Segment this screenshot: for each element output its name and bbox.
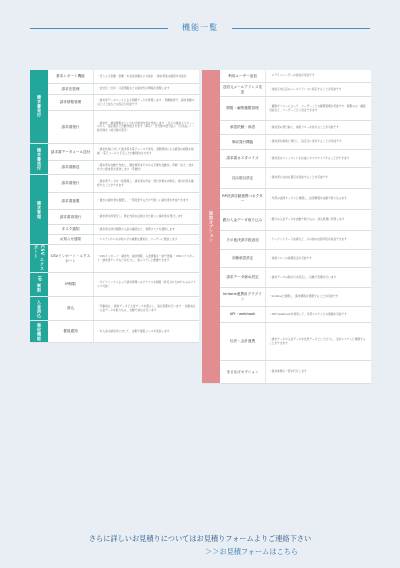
category-label <box>30 175 48 245</box>
feature-description: ・請求書のフォーマットを自由にカスタマイズすることができます <box>269 155 350 160</box>
feature-description: ・APIやwebhookを利用して、外部システムとの連携が可能です <box>269 311 347 316</box>
category-label <box>30 245 48 273</box>
category-text: CSV エクスポート <box>34 245 45 271</box>
feature-description: ・承認フローの詳細設定が可能です <box>269 255 312 260</box>
feature-description: ・請求先、請求情報などに合わせ請求内容を作成します ・以下の請求スケジュールから、指定期日に自動作成されます（毎月）・当月締め翌月払い（当月払い）・前月締め（前月締め翌月） <box>97 120 195 132</box>
table-row <box>48 161 199 175</box>
feature-name: 仕訳・会計連携 <box>220 323 266 360</box>
feature-name: タスク通知 <box>48 225 94 234</box>
table-row <box>220 268 371 288</box>
feature-name: 承認依頼・承認 <box>220 121 266 134</box>
feature-description: ・請求書を自動で作成し、郵送費用までかかる手間を自動化。印刷・封入・封をせずに請求書を発送します（手数料） <box>97 162 194 171</box>
table-row <box>220 150 371 168</box>
table-row <box>48 245 199 273</box>
feature-name: 各種承認設定 <box>220 250 266 267</box>
feature-description: ・権限ポリシーによって、ユーザーごとの権限管理が可能です・閲覧のみ・編集可能など、ユーザーごとに設定できます <box>269 103 366 112</box>
table-row <box>220 135 371 150</box>
category-label <box>30 297 48 321</box>
feature-name: 請求書複製 <box>48 193 94 209</box>
feature-description: ・銀行の入金データを自動で取り込み、消込処理に利用します <box>269 217 345 222</box>
category-label <box>30 144 48 175</box>
table-row <box>220 97 371 121</box>
feature-name: 基本レポート機能 <box>48 70 94 83</box>
feature-description: ・請求書に自由な項目を追加することが可能です <box>269 175 329 180</box>
table-row <box>48 84 199 95</box>
table-row <box>48 175 199 193</box>
feature-name: 請求書郵送 <box>48 161 94 174</box>
option-feature-panel <box>202 70 371 384</box>
feature-description: ・CSVインポート・請求先、請求情報、入金情報を一括で登録 ・CSVエクスポート・請求書データなどを出力し、他システムと連携できます <box>97 253 195 262</box>
table-row <box>220 83 371 97</box>
feature-description: ・請求書を再発行し、修正内容を反映させた新しい請求書を発行します <box>97 214 183 219</box>
category-text: 請求管理 <box>37 200 42 219</box>
feature-name: 自由項目設定 <box>220 168 266 188</box>
feature-name: その他決済手段追加 <box>220 231 266 249</box>
table-row <box>48 70 199 84</box>
header-rule-left <box>30 28 168 29</box>
feature-name: まるなげオプション <box>220 361 266 383</box>
feature-description: ・送信元を任意のメールアドレスに設定することが可能です <box>269 86 342 91</box>
feature-description: ・請求書の発行前に、承認フローを設けることが可能です <box>269 124 339 129</box>
feature-description: ・システムからのお知らせや重要な通知を、ユーザーに配信します <box>97 236 178 241</box>
category-text: 催促機能 <box>37 322 42 341</box>
feature-description: ・ダイナミックによって請求管理へのアクセスを制限（許可されたIPからのみアクセス可能） <box>97 279 196 288</box>
section-header <box>0 22 400 34</box>
feature-name: 請求書発行 <box>48 111 94 143</box>
feature-description: ・請求データや入金データを仕訳データとして出力し、会計システムと連携することができます <box>269 336 366 345</box>
table-row <box>220 168 371 189</box>
footer-note: さらに詳しいお見積りについてはお見積りフォームよりご連絡下さい <box>88 534 312 543</box>
feature-description: ・過去の請求書を複製し、一部変更するだけで新しい請求書を作成できます <box>97 198 189 203</box>
feature-description: ・kintoneと連携し、請求情報を管理することが可能です <box>269 294 339 299</box>
feature-description: ・請求先毎に対して請求書を電子メールで送付。書類発送による郵送の時間を削減 ・電子メールに予定した自動送信されます <box>97 147 194 155</box>
table-row <box>220 288 371 307</box>
feature-name: 事前発行機能 <box>220 135 266 149</box>
feature-name: 銀行入金データ取り込み <box>220 210 266 230</box>
category-label <box>30 321 48 343</box>
table-row <box>220 361 371 384</box>
table-row <box>48 210 199 225</box>
feature-name: 消込 <box>48 297 94 320</box>
feature-description: ・請求書を事前に発行し、指定日に送付することが可能です <box>269 139 342 144</box>
feature-name: 請求先管理 <box>48 84 94 94</box>
table-row <box>48 297 199 321</box>
left-rows <box>48 70 199 343</box>
feature-name: 利用ユーザー追加 <box>220 70 266 82</box>
feature-name: kintone連携用プラグイン <box>220 288 266 306</box>
table-row <box>220 121 371 135</box>
feature-name: 送信元メールアドレス変更 <box>220 83 266 96</box>
quote-form-link[interactable]: ＞＞お見積フォームはこちら <box>205 547 299 556</box>
feature-name: 請求書データメール送付 <box>48 144 94 160</box>
table-row <box>48 321 199 343</box>
feature-description: ・請求書の送付期限や入金の確認など、業務タスクを通知します <box>97 226 175 231</box>
table-row <box>48 111 199 144</box>
feature-name: 請求書再発行 <box>48 210 94 224</box>
feature-description: ・未入金の請求先に対して、自動で催促メールを送信します <box>97 328 170 333</box>
category-text: 追加オプション <box>209 210 214 243</box>
feature-name: 請求データ締め設定 <box>220 268 266 287</box>
table-row <box>48 95 199 111</box>
feature-name: 請求書カスタマイズ <box>220 150 266 167</box>
category-label <box>30 70 48 144</box>
feature-name: CSVインポート・エクスポート <box>48 245 94 272</box>
feature-description: ・クレジットカード決済など、その他の決済手段を追加できます <box>269 237 347 242</box>
feature-name: RP決済自動連携コネクター <box>220 189 266 209</box>
feature-description: ・請求業務の一部を代行します <box>269 369 307 374</box>
feature-name: お知らせ通知 <box>48 235 94 244</box>
table-row <box>220 70 371 83</box>
feature-description: ・売り上げ金額・金額・未収金金額などの集計 ・請求書案の確認を可能化 <box>97 73 187 78</box>
feature-name: 閲覧・編集権限管理 <box>220 97 266 120</box>
table-row <box>220 307 371 323</box>
category-text: 請求書発行 <box>37 95 42 118</box>
feature-description: ・ログインユーザーの追加が可能です <box>269 73 315 78</box>
category-text: 入金消込 <box>37 299 42 318</box>
feature-description: ・外部の決済サービスと連携し、決済情報を自動で取り込みます <box>269 196 347 201</box>
feature-description: ・請求書データベースによる明細データを管理します ・明細検索で、請求金額やの上げ上位などの設定が可能です <box>97 97 195 106</box>
feature-name: 請求情報管理 <box>48 95 94 110</box>
feature-name: 催促通知 <box>48 321 94 342</box>
feature-name: 請求書発行 <box>48 175 94 192</box>
category-label <box>30 273 48 297</box>
table-row <box>48 225 199 235</box>
page-title: 機能一覧 <box>182 23 218 32</box>
feature-name: API・webhook <box>220 307 266 322</box>
table-row <box>220 250 371 268</box>
left-feature-panel <box>30 70 199 343</box>
table-row <box>48 273 199 297</box>
feature-description: ・請求書データを一括管理し、請求書の作成・発行作業を効率化。送付状況を確認することができます <box>97 178 194 187</box>
feature-description: ・会社名・住所・口座情報などの請求先の情報を管理します <box>97 86 170 91</box>
table-row <box>220 210 371 231</box>
feature-description: ・請求データの締め日を設定し、自動で処理を行います <box>269 274 337 279</box>
category-text: IP 制限 <box>37 276 42 293</box>
feature-description: ・手動消込 ・請求データと入金データを照合し、消込処理を行います ・自動消込 ・入金データを取り込み、自動で消込を行います <box>97 303 196 312</box>
header-rule-right <box>232 28 370 29</box>
table-row <box>220 231 371 250</box>
table-row <box>220 323 371 361</box>
table-row <box>48 193 199 210</box>
table-row <box>220 189 371 210</box>
table-row <box>48 235 199 245</box>
table-row <box>48 144 199 161</box>
feature-name: IP制限 <box>48 273 94 296</box>
category-text: 請求書送付 <box>37 147 42 171</box>
right-rows <box>220 70 371 384</box>
option-category-label <box>202 70 220 384</box>
